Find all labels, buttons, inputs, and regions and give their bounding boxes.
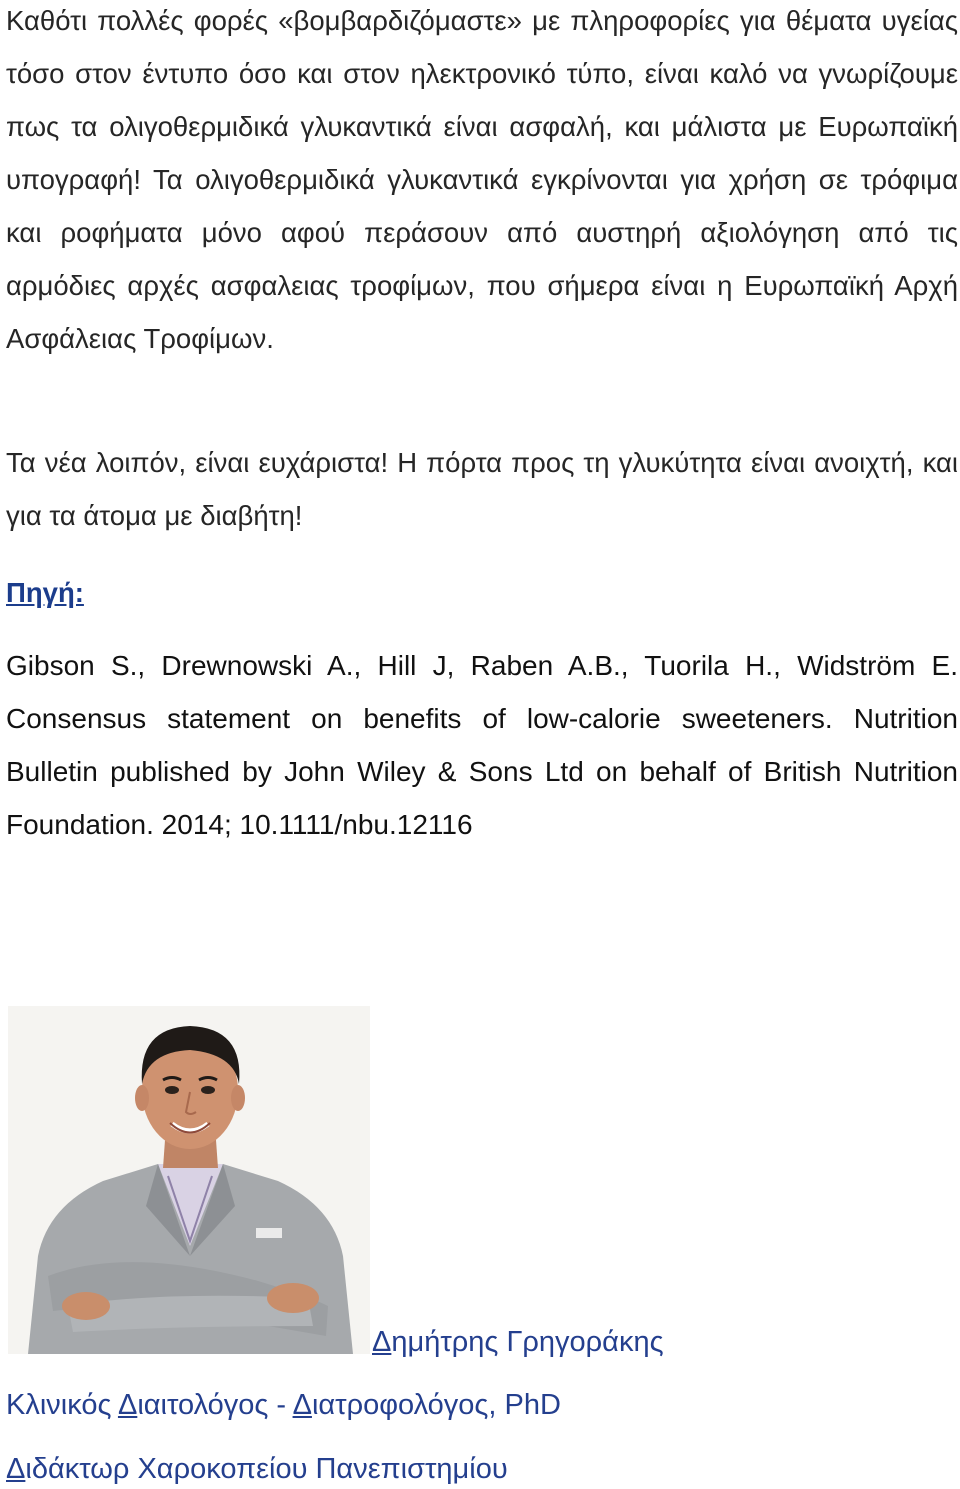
intro-paragraph: Καθότι πολλές φορές «βομβαρδιζόμαστε» με πληροφορίες για θέματα υγείας τόσο στον έντυπο όσο και στον ηλεκτρονικό τύπο, είναι καλό να γνωρίζουμε πως τα ολιγοθερμιδικά γλυκαντικά είναι ασφαλή, και μάλιστα με Ευρωπαϊκή υπογραφή! Τα ολιγοθερμιδικά γλυκαντικά εγκρίνονται για χρήση σε τρόφιμα και ροφήματα μόνο αφού περάσουν από αυστηρή αξιολόγηση από τις αρμόδιες αρχές ασφαλειας τροφίμων, που σήμερα είναι η Ευρωπαϊκή Αρχή Ασφάλειας Τροφίμων. xyxy=(6,5,958,354)
author-photo xyxy=(8,1006,370,1354)
source-reference: Gibson S., Drewnowski A., Hill J, Raben A.B., Tuorila H., Widström E. Consensus statement on benefits of low-calorie sweeteners. Nutrition Bulletin published by John Wiley & Sons Ltd on behalf of British Nutrition Foundation. 2014; 10.1111/nbu.12116 xyxy=(6,650,958,840)
author-affiliation-rest: ιδάκτωρ Χαροκοπείου Πανεπιστημίου xyxy=(25,1453,508,1485)
author-affiliation-initial: Δ xyxy=(6,1453,26,1485)
author-affiliation xyxy=(6,1449,508,1489)
author-name-rest: ημήτρης Γρηγοράκης xyxy=(391,1326,664,1358)
conclusion-paragraph: Τα νέα λοιπόν, είναι ευχάριστα! Η πόρτα προς τη γλυκύτητα είναι ανοιχτή, και για τα άτομα με διαβήτη! xyxy=(6,447,958,531)
author-title-part1: Κλινικός xyxy=(6,1389,118,1421)
author-title-part2: ιαιτολόγος - xyxy=(137,1389,293,1421)
source-label: Πηγή: xyxy=(6,577,84,608)
author-title-d2: Δ xyxy=(292,1389,312,1421)
author-title xyxy=(6,1385,561,1425)
author-title-part3: ιατροφολόγος, PhD xyxy=(311,1389,561,1421)
author-name xyxy=(372,1322,664,1362)
author-portrait-illustration xyxy=(8,1006,370,1354)
author-name-initial: Δ xyxy=(372,1326,392,1358)
author-title-d1: Δ xyxy=(117,1389,138,1421)
